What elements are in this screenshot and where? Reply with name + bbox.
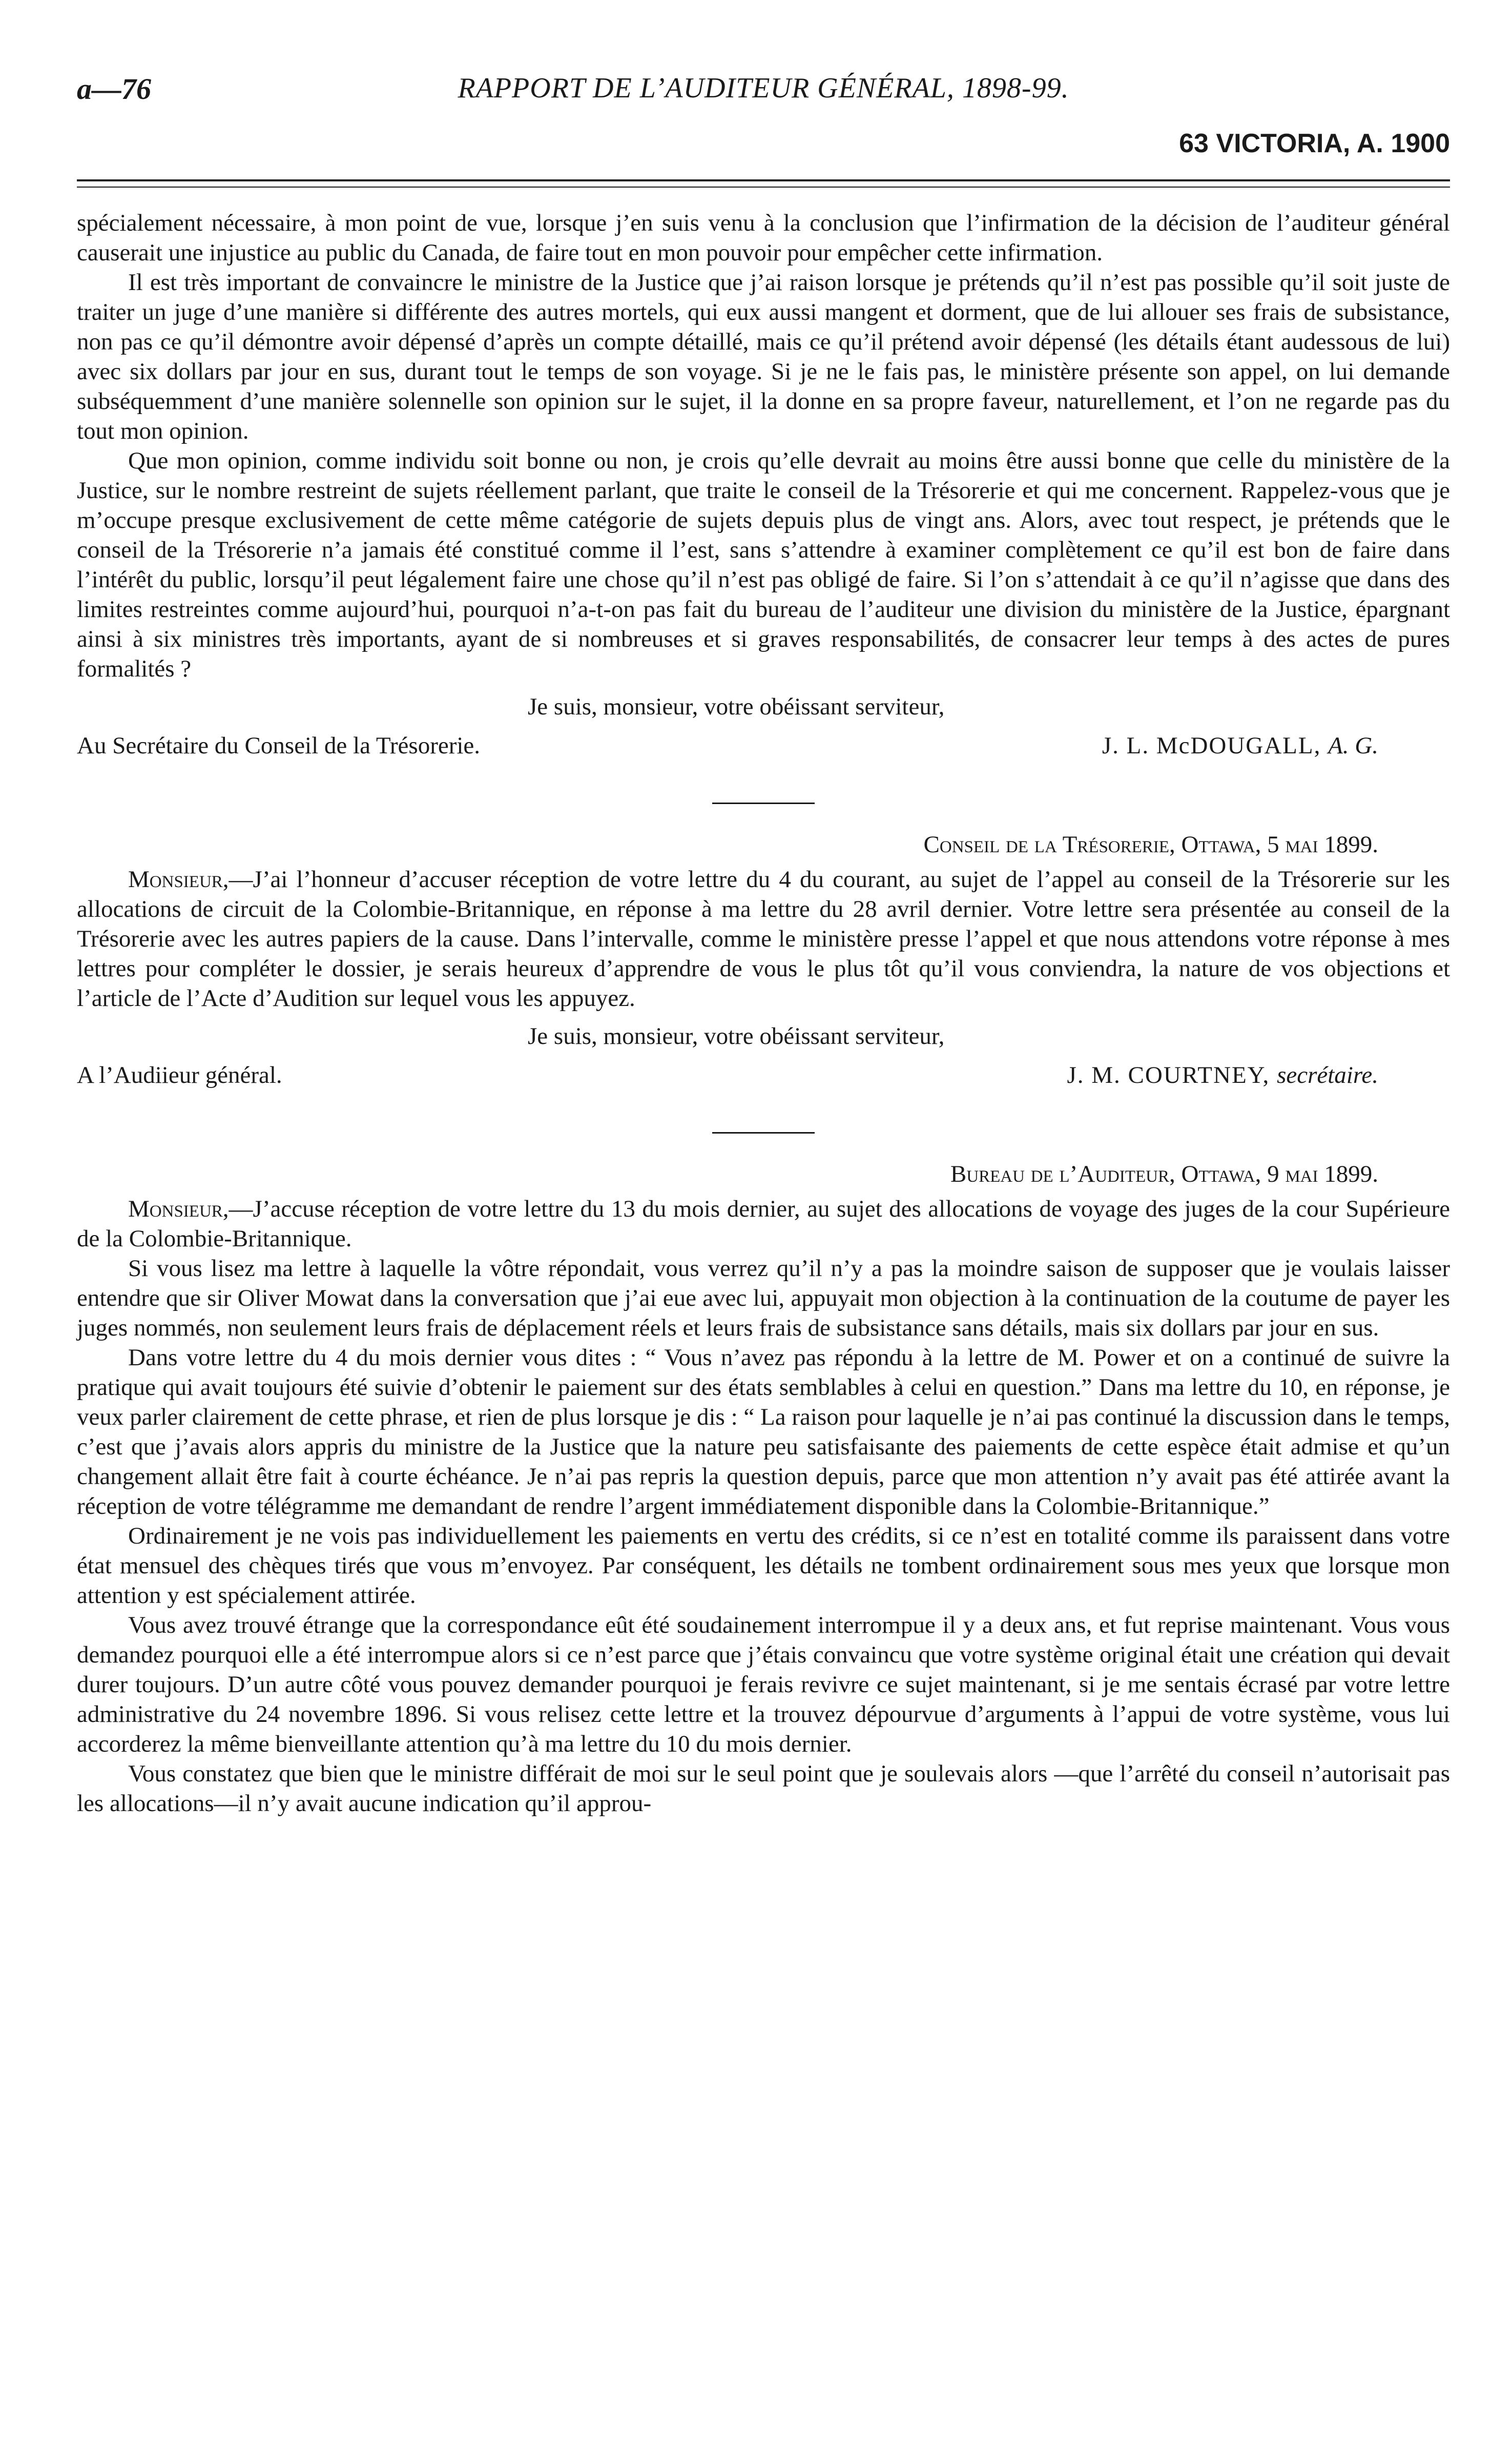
paragraph: Ordinairement je ne vois pas individuellement les paiements en vertu des crédits, si ce n’est en totalité comme ils paraissent dans votre état mensuel des chèques tirés que vous m’envoyez. Par conséquent, les détails ne tombent ordinairement sous mes yeux que lorsque mon attention y est spécialement attirée. xyxy=(77,1523,1450,1609)
paragraph: Vous avez trouvé étrange que la correspondance eût été soudainement interrompue il y a deux ans, et fut reprise maintenant. Vous vous demandez pourquoi elle a été interrompue alors si ce n’est parce que j’étais convaincu que votre système original était une création qui devait durer toujours. D’un autre côté vous pouvez demander pourquoi je ferais revivre ce sujet maintenant, si je me sentais écrasé par votre lettre administrative du 24 novembre 1896. Si vous relisez cette lettre et la trouvez dépourvue d’arguments à l’appui de votre système, vous lui accorderez la même bienveillante attention qu’à ma lettre du 10 du mois dernier. xyxy=(77,1612,1450,1757)
signature-name: J. M. COURTNEY, xyxy=(1067,1062,1270,1088)
paragraph: Que mon opinion, comme individu soit bonne ou non, je crois qu’elle devrait au moins être aussi bonne que celle du ministère de la Justice, sur le nombre restreint de sujets réellement parlant, que traite le conseil de la Trésorerie et qui me concernent. Rappelez-vous que je m’occupe presque exclusivement de cette même catégorie de sujets depuis plus de vingt ans. Alors, avec tout respect, je prétends que le conseil de la Trésorerie n’a jamais été constitué comme il l’est, sans s’attendre à examiner complètement ce qu’il est bon de faire dans l’intérêt du public, lorsqu’il peut légalement faire une chose qu’il n’est pas obligé de faire. Si l’on s’attendait à ce qu’il n’agisse que dans des limites restreintes comme aujourd’hui, pourquoi n’a-t-on pas fait du bureau de l’auditeur une division du ministère de la Justice, épargnant ainsi à six ministres très importants, ayant de si nombreuses et si graves responsabilités, de consacrer leur temps à des actes de pures formalités ? xyxy=(77,447,1450,682)
page-number: a—76 xyxy=(77,72,151,106)
signature-title: secrétaire. xyxy=(1277,1062,1378,1088)
header-double-rule xyxy=(77,179,1450,188)
paragraph xyxy=(77,865,1450,1013)
session-row xyxy=(77,123,1450,174)
running-title: RAPPORT DE L’AUDITEUR GÉNÉRAL, 1898-99. xyxy=(458,72,1069,104)
closing-formula: Je suis, monsieur, votre obéissant serviteur, xyxy=(528,1023,945,1050)
page xyxy=(77,61,1450,1818)
salutation: Monsieur, xyxy=(128,1196,229,1222)
paragraph: spécialement nécessaire, à mon point de vue, lorsque j’en suis venu à la conclusion que l’infirmation de la décision de l’auditeur général causerait une injustice au public du Canada, de faire tout en mon pouvoir pour empêcher cette infirmation. xyxy=(77,210,1450,266)
signature xyxy=(1102,731,1378,761)
separator-rule xyxy=(712,803,815,804)
paragraph: Dans votre lettre du 4 du mois dernier vous dites : “ Vous n’avez pas répondu à la lettre de M. Power et on a continué de suivre la pratique qui avait toujours été suivie d’obtenir le paiement sur des états semblables à celui en question.” Dans ma lettre du 10, en réponse, je veux parler clairement de cette phrase, et rien de plus lorsque je dis : “ La raison pour laquelle je n’ai pas continué la discussion dans le temps, c’est que j’avais alors appris du ministre de la Justice que la nature peu satisfaisante des paiements de cette espèce était admise et qu’un changement allait être fait à courte échéance. Je n’ai pas repris la question depuis, parce que mon attention n’y avait pas été attirée avant la réception de votre télégramme me demandant de rendre l’argent immédiatement disponible dans la Colombie-Britannique.” xyxy=(77,1344,1450,1519)
session-label: 63 VICTORIA, A. 1900 xyxy=(1179,129,1450,158)
paragraph xyxy=(77,1194,1450,1254)
paragraph: Il est très important de convaincre le ministre de la Justice que j’ai raison lorsque je prétends qu’il n’est pas possible qu’il soit juste de traiter un juge d’une manière si différente des autres mortels, qui eux aussi mangent et dorment, que de lui allouer ses frais de subsistance, non pas ce qu’il démontre avoir dépensé d’après un compte détaillé, mais ce qu’il prétend avoir dépensé (les détails étant audessous de lui) avec six dollars par jour en sus, durant tout le temps de son voyage. Si je ne le fais pas, le ministère présente son appel, on lui demande subséquemment d’une manière solennelle son opinion sur le sujet, il la donne en sa propre faveur, naturellement, et l’on ne regarde pas du tout mon opinion. xyxy=(77,269,1450,444)
signature-name: J. L. McDOUGALL, xyxy=(1102,732,1321,759)
addressee: A l’Audiieur général. xyxy=(77,1062,282,1088)
paragraph-text: —J’accuse réception de votre lettre du 13 du mois dernier, au sujet des allocations de voyage des juges de la cour Supérieure de la Colombie-Britannique. xyxy=(77,1196,1450,1252)
signature-block xyxy=(77,1060,1450,1096)
paragraph-text: —J’ai l’honneur d’accuser réception de votre lettre du 4 du courant, au sujet de l’appel au conseil de la Trésorerie sur les allocations de circuit de la Colombie-Britannique, en réponse à ma lettre du 28 avril dernier. Votre lettre sera présentée au conseil de la Trésorerie avec les autres papiers de la cause. Dans l’intervalle, comme le ministère presse l’appel et que nous attendons votre réponse à mes lettres pour compléter le dossier, je serais heureux d’apprendre de vous le plus tôt qu’il vous conviendra, la nature de vos objections et l’article de l’Acte d’Audition sur lequel vous les appuyez. xyxy=(77,866,1450,1012)
dateline: Conseil de la Trésorerie, Ottawa, 5 mai 1899. xyxy=(923,831,1378,858)
paragraph: Vous constatez que bien que le ministre différait de moi sur le seul point que je soulevais alors —que l’arrêté du conseil n’autorisait pas les allocations—il n’y avait aucune indication qu’il approu- xyxy=(77,1760,1450,1817)
addressee: Au Secrétaire du Conseil de la Trésorerie. xyxy=(77,732,481,759)
body-text xyxy=(77,208,1450,1818)
signature-title: A. G. xyxy=(1328,732,1378,759)
page-header xyxy=(77,61,1450,123)
signature xyxy=(1067,1060,1378,1090)
paragraph: Si vous lisez ma lettre à laquelle la vôtre répondait, vous verrez qu’il n’y a pas la moindre saison de supposer que je voulais laisser entendre que sir Oliver Mowat dans la conversation que j’ai eue avec lui, appuyait mon objection à la continuation de la coutume de payer les juges nommés, non seulement leurs frais de déplacement réels et leurs frais de subsistance sans détails, mais six dollars par jour en sus. xyxy=(77,1255,1450,1341)
closing-formula: Je suis, monsieur, votre obéissant serviteur, xyxy=(528,693,945,720)
separator-rule xyxy=(712,1132,815,1134)
dateline: Bureau de l’Auditeur, Ottawa, 9 mai 1899. xyxy=(950,1161,1378,1187)
salutation: Monsieur, xyxy=(128,866,229,893)
signature-block xyxy=(77,731,1450,767)
